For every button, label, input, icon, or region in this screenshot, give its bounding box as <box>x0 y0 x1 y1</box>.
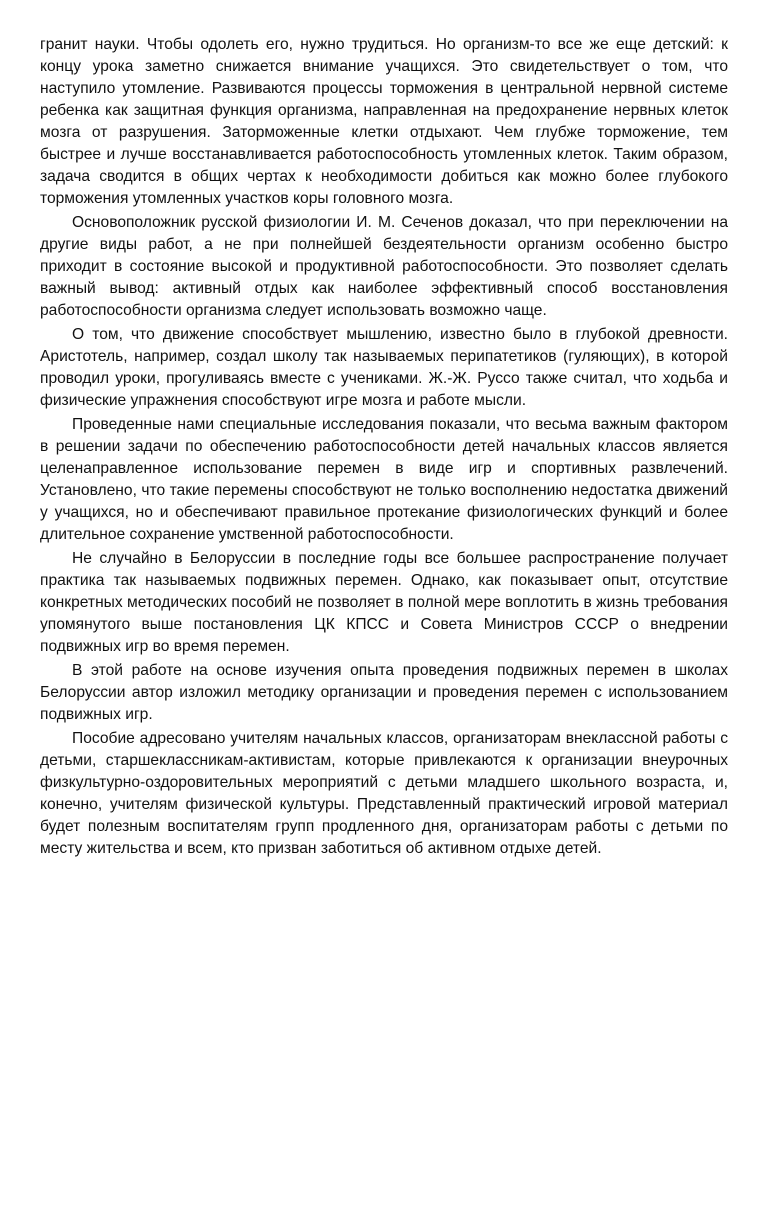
paragraph-belarus: Не случайно в Белоруссии в последние годы все большее распространение получает практика так называемых подвижных перемен. Однако, как показывает опыт, отсутствие конкретных методических пособий не позволяет в полной мере воплотить в жизнь требования упомянутого выше постановления ЦК КПСС и Совета Министров СССР о внедрении подвижных игр во время перемен. <box>40 550 728 655</box>
paragraph-sechenov: Основоположник русской физиологии И. М. Сеченов доказал, что при переключении на другие виды работ, а не при полнейшей бездеятельности организм особенно быстро приходит в состояние высокой и продуктивной работоспособности. Это позволяет сделать важный вывод: активный отдых как наиболее эффективный способ восстановления работоспособности организма следует использовать возможно чаще. <box>40 214 728 319</box>
paragraph-method: В этой работе на основе изучения опыта проведения подвижных перемен в школах Белоруссии автор изложил методику организации и проведения перемен с использованием подвижных игр. <box>40 662 728 723</box>
paragraph-audience: Пособие адресовано учителям начальных классов, организаторам внеклассной работы с детьми, старшеклассникам-активистам, которые привлекаются к организации внеурочных физкультурно-оздоровительных мероприятий с детьми младшего школьного возраста, и, конечно, учителям физической культуры. Представленный практический игровой материал будет полезным воспитателям групп продленного дня, организаторам работы с детьми по месту жительства и всем, кто призван заботиться об активном отдыхе детей. <box>40 730 728 857</box>
page-text <box>40 34 728 860</box>
paragraph-research: Проведенные нами специальные исследования показали, что весьма важным фактором в решении задачи по обеспечению работоспособности детей начальных классов является целенаправленное использование перемен в виде игр и спортивных развлечений. Установлено, что такие перемены способствуют не только восполнению недостатка движений у учащихся, но и обеспечивают правильное протекание физиологических функций и более длительное сохранение умственной работоспособности. <box>40 416 728 543</box>
paragraph-continuation: гранит науки. Чтобы одолеть его, нужно трудиться. Но организм-то все же еще детский: к концу урока заметно снижается внимание учащихся. Это свидетельствует о том, что наступило утомление. Развиваются процессы торможения в центральной нервной системе ребенка как защитная функция организма, направленная на предохранение нервных клеток мозга от разрушения. Заторможенные клетки отдыхают. Чем глубже торможение, тем быстрее и лучше восстанавливается работоспособность утомленных клеток. Таким образом, задача сводится в общих чертах к необходимости добиться как можно более глубокого торможения утомленных участков коры головного мозга. <box>40 36 728 207</box>
paragraph-aristotle: О том, что движение способствует мышлению, известно было в глубокой древности. Аристотель, например, создал школу так называемых перипатетиков (гуляющих), в которой проводил уроки, прогуливаясь вместе с учениками. Ж.-Ж. Руссо также считал, что ходьба и физические упражнения способствуют игре мозга и работе мысли. <box>40 326 728 409</box>
